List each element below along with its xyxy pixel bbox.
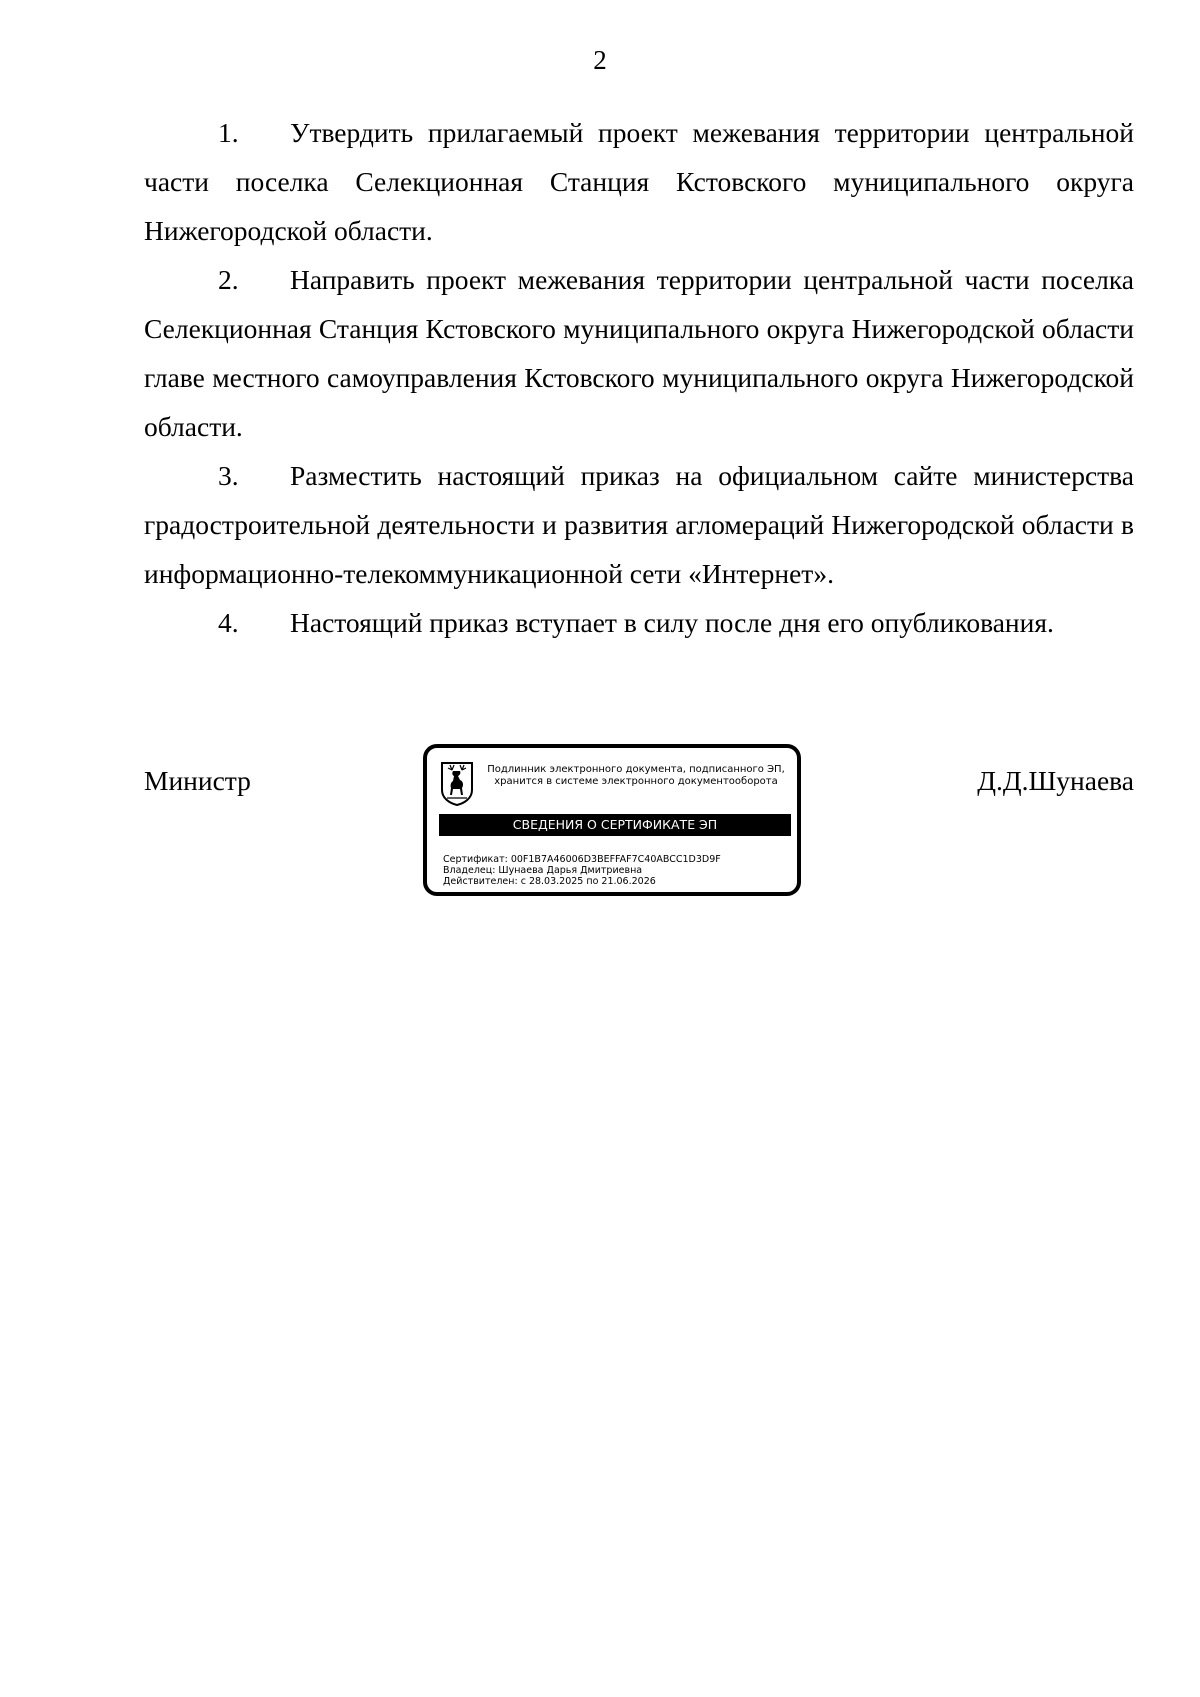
paragraph-2	[144, 255, 1134, 451]
document-body	[144, 108, 1134, 647]
certificate-owner: Владелец: Шунаева Дарья Дмитриевна	[443, 865, 643, 876]
signatory-name: Д.Д.Шунаева	[977, 765, 1134, 796]
paragraph-number: 1.	[218, 117, 239, 148]
page-number: 2	[593, 45, 607, 75]
stamp-header-line: Подлинник электронного документа, подписанного ЭП,	[487, 764, 785, 775]
paragraph-3	[144, 451, 1134, 598]
certificate-validity: Действителен: с 28.03.2025 по 21.06.2026	[443, 876, 656, 887]
paragraph-text: Разместить настоящий приказ на официальном сайте министерства градостроительной деятельности и развития агломераций Нижегородской области в информационно-телекоммуникационной сети «Интернет».	[144, 460, 1134, 589]
paragraph-number: 2.	[218, 264, 239, 295]
paragraph-number: 4.	[218, 607, 239, 638]
paragraph-text: Настоящий приказ вступает в силу после дня его опубликования.	[290, 607, 1054, 638]
paragraph-1	[144, 108, 1134, 255]
paragraph-4	[144, 598, 1134, 647]
paragraph-text: Утвердить прилагаемый проект межевания территории центральной части поселка Селекционная Станция Кстовского муниципального округа Нижегородской области.	[144, 117, 1134, 246]
certificate-info-bar: СВЕДЕНИЯ О СЕРТИФИКАТЕ ЭП	[439, 814, 791, 836]
stamp-header-line: хранится в системе электронного документооборота	[494, 776, 778, 787]
certificate-details	[443, 854, 793, 887]
stamp-header	[477, 764, 795, 788]
coat-of-arms-deer-icon	[439, 760, 475, 806]
paragraph-text: Направить проект межевания территории центральной части поселка Селекционная Станция Кстовского муниципального округа Нижегородской области главе местного самоуправления Кстовского муниципального округа Нижегородской области.	[144, 264, 1134, 442]
signatory-title: Министр	[144, 765, 251, 796]
signature-block	[144, 744, 1134, 904]
certificate-number: Сертификат: 00F1B7A46006D3BEFFAF7C40ABCC1D3D9F	[443, 854, 721, 865]
electronic-signature-stamp	[423, 744, 801, 896]
paragraph-number: 3.	[218, 460, 239, 491]
